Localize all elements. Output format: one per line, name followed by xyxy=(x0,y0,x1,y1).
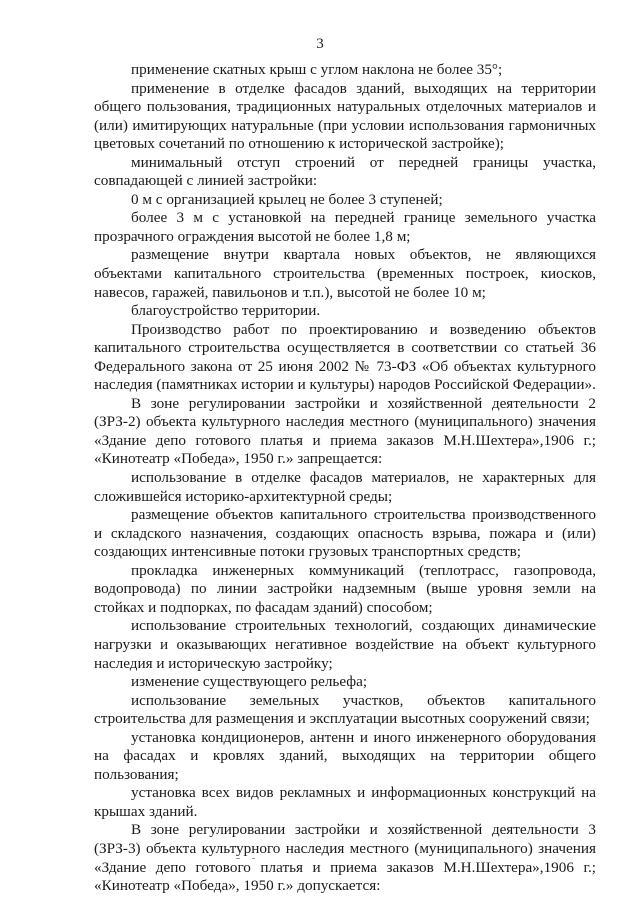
paragraph-zero-meter: 0 м с организацией крылец не более 3 ступеней; xyxy=(131,190,443,208)
scan-artifact xyxy=(236,858,240,859)
paragraph-over-three-meter: более 3 м с установкой на передней границе земельного участка прозрачного ограждения высотой не более 1,8 м; xyxy=(94,209,596,245)
paragraph-overground-utilities: прокладка инженерных коммуникаций (теплотрасс, газопровода, водопровода) по линии застройки надземным (выше уровня земли на стойках и подпорках, по фасадам зданий) способом; xyxy=(94,561,596,616)
scan-artifact xyxy=(252,858,255,859)
paragraph-facade-materials: применение в отделке фасадов зданий, выходящих на территории общего пользования, традиционных натуральных отделочных материалов и (или) имитирующих натуральные (при условии использования гармоничных цветовых сочетаний по отношению к исторической застройке); xyxy=(94,79,596,153)
paragraph-zrz3-intro: В зоне регулировании застройки и хозяйственной деятельности 3 (ЗРЗ-3) объекта культурного наследия местного (муниципального) значения «Здание депо готового платья и приема заказов М.Н.Шехтера»,1906 г.; «Кинотеатр «Победа», 1950 г.» допускается: xyxy=(94,821,596,895)
paragraph-non-capital-objects: размещение внутри квартала новых объектов, не являющихся объектами капитального строительства (временных построек, киосков, навесов, гаражей, павильонов и т.п.), высотой не более 10 м; xyxy=(94,246,596,301)
paragraph-roof-ads: установка всех видов рекламных и информационных конструкций на крышах зданий. xyxy=(94,784,596,820)
paragraph-landscaping: благоустройство территории. xyxy=(131,302,321,320)
paragraph-roof-slope: применение скатных крыш с углом наклона не более 35°; xyxy=(131,61,503,78)
paragraph-communication-towers: использование земельных участков, объектов капитального строительства для размещения и эксплуатации высотных сооружений связи; xyxy=(94,691,596,728)
page-number: 3 xyxy=(316,36,324,52)
paragraph-dynamic-loads: использование строительных технологий, создающих динамические нагрузки и оказывающих негативное воздействие на объект культурного наследия и историческую застройку; xyxy=(94,617,596,672)
paragraph-non-typical-materials: использование в отделке фасадов материалов, не характерных для сложившейся историко-архитектурной среды; xyxy=(94,469,596,505)
document-body xyxy=(94,61,596,896)
paragraph-relief-change: изменение существующего рельефа; xyxy=(131,673,368,691)
paragraph-article-36: Производство работ по проектированию и возведению объектов капитального строительства осуществляется в соответствии со статьей 36 Федерального закона от 25 июня 2002 № 73-ФЗ «Об объектах культурного наследия (памятниках истории и культуры) народов Российской Федерации». xyxy=(94,320,596,394)
paragraph-air-conditioners: установка кондиционеров, антенн и иного инженерного оборудования на фасадах и кровлях зданий, выходящих на территории общего пользования; xyxy=(94,728,596,783)
paragraph-zrz2-intro: В зоне регулировании застройки и хозяйственной деятельности 2 (ЗРЗ-2) объекта культурного наследия местного (муниципального) значения «Здание депо готового платья и приема заказов М.Н.Шехтера»,1906 г.; «Кинотеатр «Победа», 1950 г.» запрещается: xyxy=(94,394,596,468)
paragraph-industrial-objects: размещение объектов капитального строительства производственного и складского назначения, создающих опасность взрыва, пожара и (или) создающих интенсивные потоки грузовых транспортных средств; xyxy=(94,506,596,561)
paragraph-min-setback: минимальный отступ строений от передней границы участка, совпадающей с линией застройки: xyxy=(94,153,596,190)
